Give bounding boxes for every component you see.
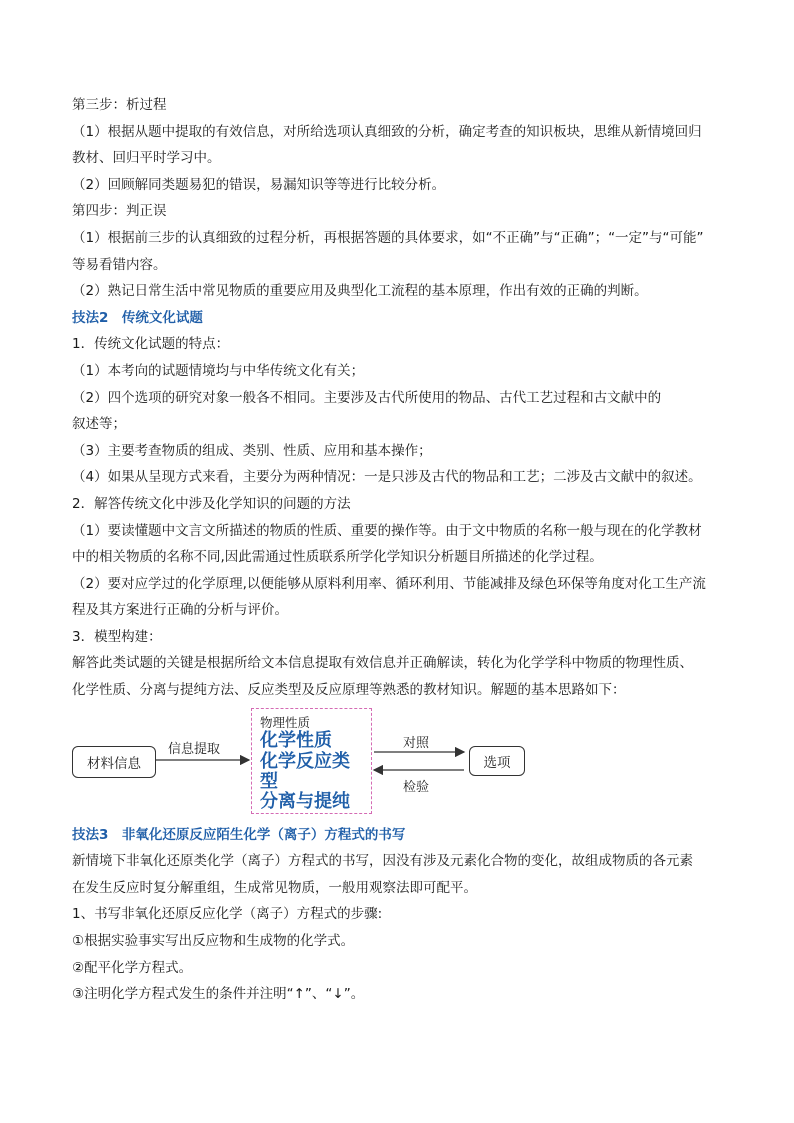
tech3-step2: ②配平化学方程式。 (72, 959, 193, 976)
tech3-intro-line2: 在发生反应时复分解重组，生成常见物质，一般用观察法即可配平。 (72, 879, 477, 896)
tech2-heading: 技法2 传统文化试题 (72, 309, 203, 326)
option-label: 选项 (483, 754, 511, 771)
properties-box (251, 708, 372, 814)
option-box (469, 746, 525, 776)
document-body (72, 92, 728, 1008)
reaction-type-label-2: 型 (260, 770, 278, 792)
step4-title: 第四步：判正误 (72, 203, 167, 220)
tech2-method1-line1: （1）要读懂题中文言文所描述的物质的性质、重要的操作等。由于文中物质的名称一般与现在的化学教材 (72, 522, 702, 539)
tech3-steps-title: 1、书写非氧化还原反应化学（离子）方程式的步骤: (72, 906, 383, 923)
tech2-method2-line2: 程及其方案进行正确的分析与评价。 (72, 602, 288, 619)
tech3-intro-line1: 新情境下非氧化还原类化学（离子）方程式的书写，因没有涉及元素化合物的变化，故组成物质的各元素 (72, 853, 693, 870)
tech2-sub1: 1．传统文化试题的特点： (72, 336, 230, 353)
material-info-box (72, 746, 156, 778)
tech3-heading: 技法3 非氧化还原反应陌生化学（离子）方程式的书写 (72, 826, 406, 843)
tech3-step3: ③注明化学方程式发生的条件并注明“↑”、“↓”。 (72, 986, 365, 1003)
step3-p2: （2）回顾解同类题易犯的错误，易漏知识等等进行比较分析。 (72, 176, 446, 193)
tech2-feature3: （3）主要考查物质的组成、类别、性质、应用和基本操作； (72, 442, 432, 459)
step3-title: 第三步：析过程 (72, 97, 167, 113)
check-label: 检验 (403, 779, 430, 795)
step3-p1-line1: （1）根据从题中提取的有效信息，对所给选项认真细致的分析，确定考查的知识板块，思维从新情境回归 (72, 123, 702, 140)
tech2-feature4: （4）如果从呈现方式来看，主要分为两种情况：一是只涉及古代的物品和工艺；二涉及古文献中的叙述。 (72, 469, 702, 486)
tech2-sub2: 2．解答传统文化中涉及化学知识的问题的方法 (72, 495, 351, 512)
tech2-model-line2: 化学性质、分离与提纯方法、反应类型及反应原理等熟悉的教材知识。解题的基本思路如下： (72, 682, 626, 699)
physical-properties-label: 物理性质 (260, 714, 311, 730)
tech2-feature2-line1: （2）四个选项的研究对象一般各不相同。主要涉及古代所使用的物品、古代工艺过程和古文献中的 (72, 389, 662, 406)
separation-label: 分离与提纯 (260, 790, 350, 812)
extract-label: 信息提取 (168, 741, 221, 757)
tech2-feature2-line2: 叙述等； (72, 416, 126, 433)
chemical-properties-label: 化学性质 (260, 729, 332, 751)
step4-p1-line2: 等易看错内容。 (72, 256, 167, 273)
diagram-arrows (72, 708, 728, 820)
tech3-step1: ①根据实验事实写出反应物和生成物的化学式。 (72, 933, 355, 950)
tech2-model-line1: 解答此类试题的关键是根据所给文本信息提取有效信息并正确解读，转化为化学学科中物质的物理性质、 (72, 655, 693, 672)
model-flow-diagram (72, 708, 728, 820)
material-info-label: 材料信息 (87, 755, 141, 772)
tech2-method1-line2: 中的相关物质的名称不同,因此需通过性质联系所学化学知识分析题目所描述的化学过程。 (72, 549, 603, 566)
step4-p2: （2）熟记日常生活中常见物质的重要应用及典型化工流程的基本原理，作出有效的正确的判断。 (72, 283, 648, 300)
tech2-method2-line1: （2）要对应学过的化学原理,以便能够从原料利用率、循环利用、节能减排及绿色环保等角度对化工生产流 (72, 575, 706, 592)
tech2-sub3: 3．模型构建： (72, 628, 162, 645)
reaction-type-label-1: 化学反应类 (260, 750, 350, 772)
step3-p1-line2: 教材、回归平时学习中。 (72, 150, 221, 167)
tech2-feature1: （1）本考向的试题情境均与中华传统文化有关； (72, 362, 365, 379)
compare-label: 对照 (403, 735, 430, 751)
step4-p1-line1: （1）根据前三步的认真细致的过程分析，再根据答题的具体要求，如“不正确”与“正确”；“一定”与“可能” (72, 229, 704, 246)
